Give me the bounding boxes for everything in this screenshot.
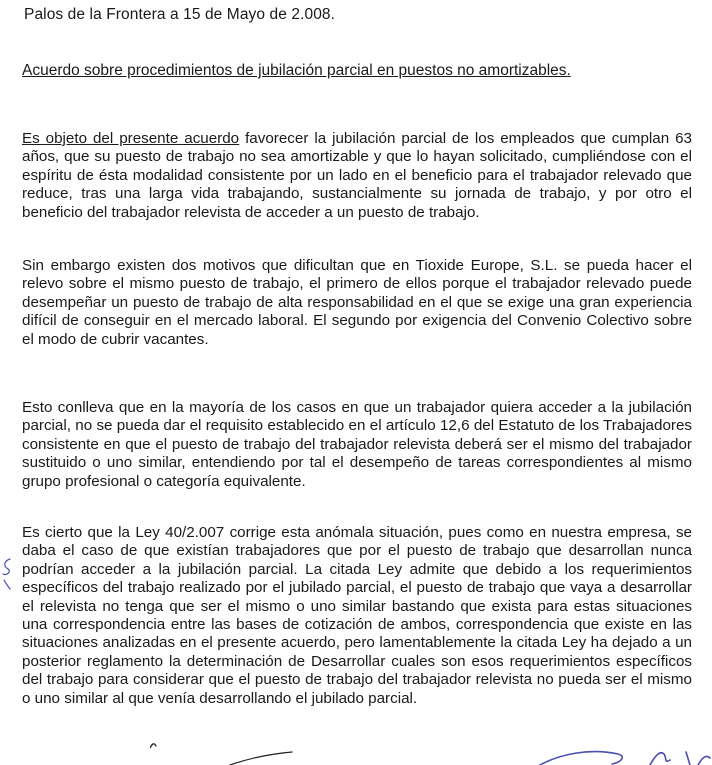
paragraph-objective-body: favorecer la jubilación parcial de los empleados que cumplan 63 años, que su puesto de trabajo no sea amortizable y que lo hayan solicitado, cumpliéndose con el espíritu de ésta modalidad consistente por un lado en el beneficio para el trabajador relevado que reduce, tras una larga vida trabajando, sustancialmente su jornada de trabajo, y por otro el beneficio del trabajador relevista de acceder a un puesto de trabajo. [22,130,692,221]
paragraph-objective [22,130,692,222]
handwritten-signature-icon [150,732,712,765]
agreement-subject: Acuerdo sobre procedimientos de jubilación parcial en puestos no amortizables. [22,62,571,79]
paragraph-objective-lead: Es objeto del presente acuerdo [22,130,240,147]
paragraph-motives: Sin embargo existen dos motivos que dificultan que en Tioxide Europe, S.L. se pueda hacer el relevo sobre el mismo puesto de trabajo, el primero de ellos porque el trabajador relevado puede desempeñar un puesto de trabajo de alta responsabilidad en el que se exige una gran experiencia difícil de conseguir en el mercado laboral. El segundo por exigencia del Convenio Colectivo sobre el modo de cubrir vacantes. [22,257,692,348]
handwritten-margin-mark-icon [0,556,14,590]
paragraph-consequence: Esto conlleva que en la mayoría de los casos en que un trabajador quiera acceder a la jubilación parcial, no se pueda dar el requisito establecido en el artículo 12,6 del Estatuto de los Trabajadores consistente en que el puesto de trabajo del trabajador relevista deberá ser el mismo del trabajador sustituido o uno similar, entendiendo por tal el desempeño de tareas correspondientes al mismo grupo profesional o categoría equivalente. [22,399,692,490]
place-date: Palos de la Frontera a 15 de Mayo de 2.008. [24,6,336,23]
paragraph-law: Es cierto que la Ley 40/2.007 corrige esta anómala situación, pues como en nuestra empresa, se daba el caso de que existían trabajadores que por el puesto de trabajo que desarrollan nunca podrían acceder a la jubilación parcial. La citada Ley admite que debido a los requerimientos específicos del trabajo realizado por el jubilado parcial, el puesto de trabajo que vaya a desarrollar el relevista no tenga que ser el mismo o uno similar bastando que exista para estas situaciones una correspondencia entre las bases de cotización de ambos, correspondencia que existe en las situaciones analizadas en el presente acuerdo, pero lamentablemente la citada Ley ha dejado a un posterior reglamento la determinación de Desarrollar cuales son esos requerimientos específicos del trabajo para considerar que el puesto de trabajo del trabajador relevista no pueda ser el mismo o uno similar al que venía desarrollando el jubilado parcial. [22,524,692,707]
